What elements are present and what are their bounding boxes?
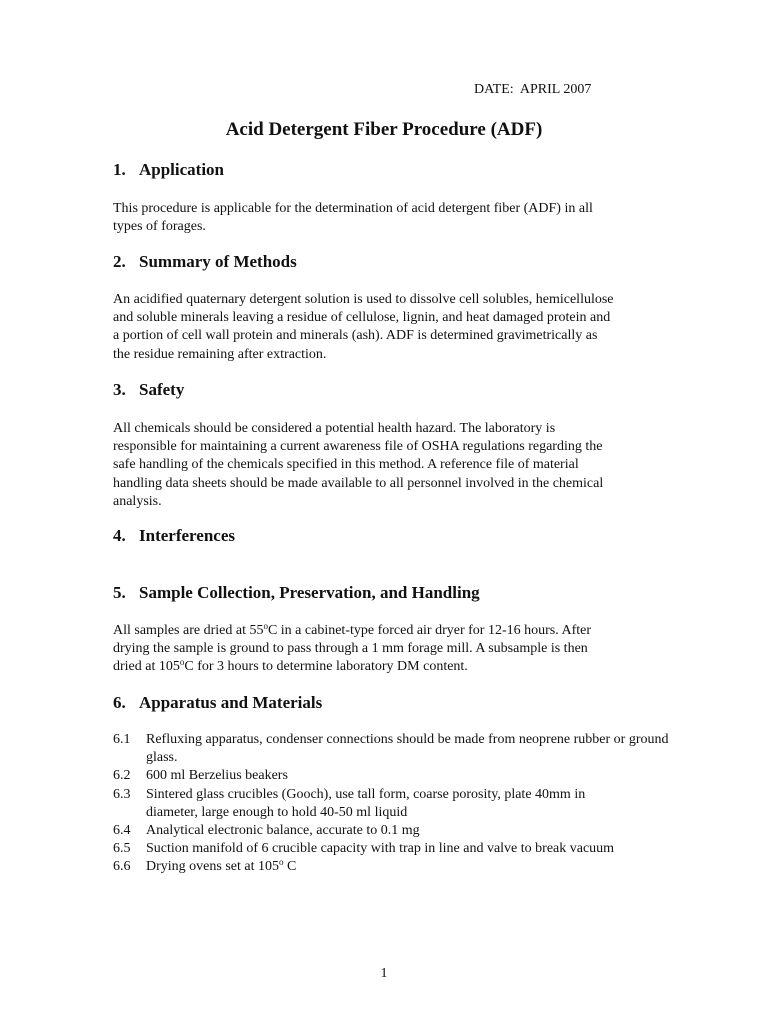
page-number: 1 [380, 966, 388, 981]
section-heading-application [113, 160, 224, 180]
item-number: 6.5 [113, 841, 131, 857]
paragraph-line: All chemicals should be considered a potential health hazard. The laboratory is [113, 421, 556, 436]
section-heading-apparatus [113, 693, 322, 713]
list-item [113, 822, 673, 840]
item-number: 6.6 [113, 859, 131, 875]
paragraph-line [113, 622, 653, 640]
section-title: Interferences [139, 526, 235, 545]
section-title: Application [139, 160, 225, 179]
paragraph-line: drying the sample is ground to pass through a 1 mm forage mill. A subsample is then [113, 641, 588, 657]
paragraph-line: a portion of cell wall protein and minerals (ash). ADF is determined gravimetrically as [113, 328, 598, 344]
paragraph-sample [113, 622, 653, 677]
list-item [113, 767, 673, 785]
item-text [146, 858, 673, 876]
degree-superscript: o [278, 857, 284, 868]
document-date: DATE: APRIL 2007 [474, 82, 592, 97]
section-number: 1. [113, 160, 126, 179]
text-run: C [283, 859, 297, 875]
section-number: 5. [113, 583, 126, 602]
text-run: dried at 105 [113, 659, 180, 675]
paragraph-safety [113, 420, 653, 511]
section-heading-safety [113, 380, 184, 400]
paragraph-line [113, 658, 653, 676]
degree-superscript: o [179, 657, 185, 668]
paragraph-line: handling data sheets should be made available to all personnel involved in the chemical [113, 475, 604, 491]
item-text: Sintered glass crucibles (Gooch), use tall form, coarse porosity, plate 40mm in diameter, large enough to hold 40-50 ml liquid [146, 786, 586, 820]
paragraph-line: responsible for maintaining a current awareness file of OSHA regulations regarding the [113, 439, 603, 455]
paragraph-line: analysis. [113, 493, 162, 509]
section-title: Apparatus and Materials [139, 693, 323, 712]
text-run: C for 3 hours to determine laboratory DM content. [184, 659, 468, 675]
item-text: Analytical electronic balance, accurate to 0.1 mg [146, 823, 420, 839]
section-number: 6. [113, 693, 126, 712]
paragraph-summary [113, 291, 653, 364]
paragraph-application [113, 200, 653, 236]
item-text: 600 ml Berzelius beakers [146, 768, 288, 784]
list-item [113, 731, 673, 767]
section-title: Summary of Methods [139, 252, 297, 271]
paragraph-line: safe handling of the chemicals specified in this method. A reference file of material [113, 457, 579, 473]
section-title: Safety [139, 380, 185, 399]
apparatus-list [113, 731, 673, 877]
item-number: 6.3 [113, 786, 131, 802]
section-number: 4. [113, 526, 126, 545]
section-number: 3. [113, 380, 126, 399]
text-run: C in a cabinet-type forced air dryer for 12-16 hours. After [267, 623, 591, 638]
item-number: 6.4 [113, 823, 131, 839]
section-number: 2. [113, 252, 126, 271]
item-number: 6.1 [113, 732, 131, 747]
paragraph-line: This procedure is applicable for the determination of acid detergent fiber (ADF) in all [113, 201, 593, 216]
section-heading-summary [113, 252, 297, 272]
text-run: Drying ovens set at 105 [146, 859, 279, 875]
item-text: Refluxing apparatus, condenser connections should be made from neoprene rubber or ground glass. [146, 732, 669, 766]
section-heading-interferences [113, 526, 235, 546]
paragraph-line: An acidified quaternary detergent solution is used to dissolve cell solubles, hemicellulose [113, 292, 614, 307]
section-title: Sample Collection, Preservation, and Handling [139, 583, 480, 602]
document-title: Acid Detergent Fiber Procedure (ADF) [225, 119, 543, 140]
item-number: 6.2 [113, 768, 131, 784]
list-item [113, 786, 673, 822]
list-item [113, 858, 673, 876]
paragraph-line: the residue remaining after extraction. [113, 346, 327, 362]
list-item [113, 840, 673, 858]
item-text: Suction manifold of 6 crucible capacity with trap in line and valve to break vacuum [146, 841, 615, 857]
paragraph-line: types of forages. [113, 219, 206, 235]
section-heading-sample [113, 583, 480, 603]
degree-superscript: o [263, 621, 268, 631]
paragraph-line: and soluble minerals leaving a residue of cellulose, lignin, and heat damaged protein and [113, 310, 611, 326]
text-run: All samples are dried at 55 [113, 623, 264, 638]
